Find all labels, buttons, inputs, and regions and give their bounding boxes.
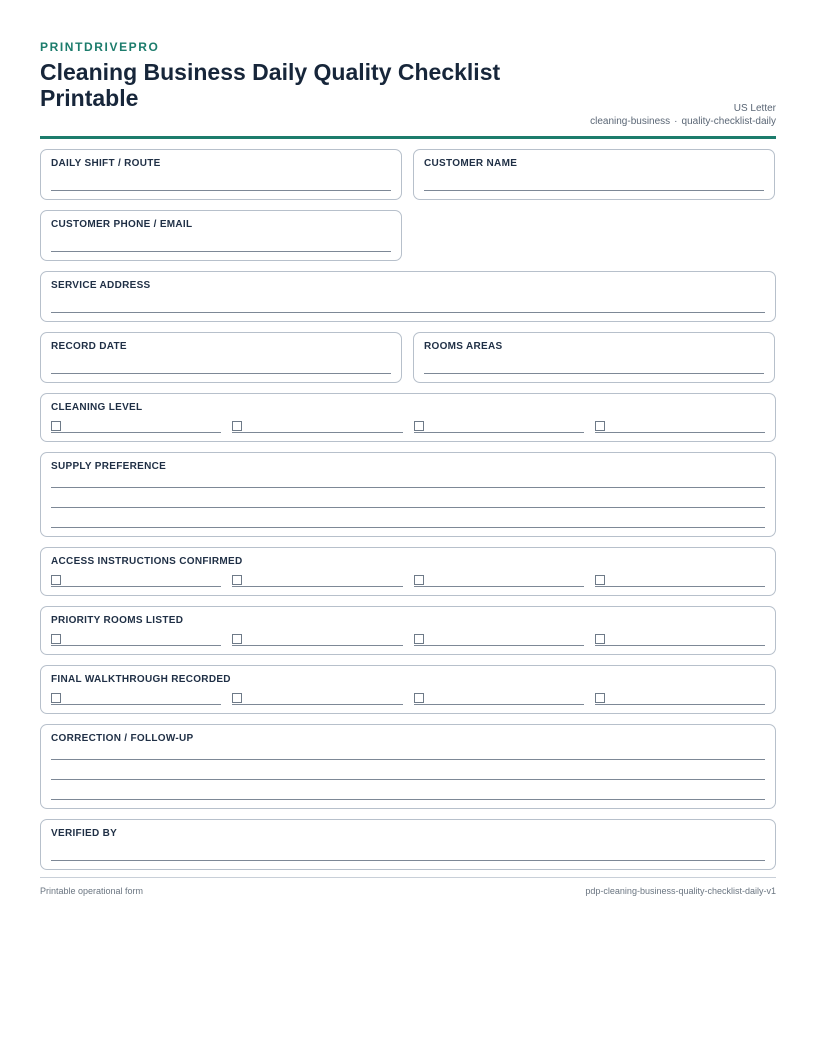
checkbox[interactable] [51, 575, 61, 585]
cleaning-level-options [51, 418, 765, 433]
meta-separator: · [674, 116, 678, 127]
document-meta [590, 102, 776, 128]
customer-contact-label: CUSTOMER PHONE / EMAIL [51, 219, 193, 230]
access-confirmed-label: ACCESS INSTRUCTIONS CONFIRMED [51, 556, 243, 567]
customer-contact-field [40, 210, 402, 261]
correction-input-line[interactable] [51, 779, 765, 780]
footer-left-text: Printable operational form [40, 886, 144, 896]
form-page [40, 40, 776, 870]
correction-input-line[interactable] [51, 759, 765, 760]
customer-name-label: CUSTOMER NAME [424, 158, 518, 169]
checkbox[interactable] [232, 575, 242, 585]
checkbox[interactable] [414, 575, 424, 585]
supply-preference-lines [51, 487, 765, 528]
access-confirmed-option[interactable] [414, 572, 584, 587]
checkbox[interactable] [232, 634, 242, 644]
correction-label: CORRECTION / FOLLOW-UP [51, 733, 194, 744]
final-walkthrough-option[interactable] [414, 690, 584, 705]
rooms-areas-label: ROOMS AREAS [424, 341, 503, 352]
verified-by-input[interactable] [51, 860, 765, 861]
supply-preference-field [40, 452, 776, 537]
customer-name-field [413, 149, 775, 200]
checkbox[interactable] [414, 634, 424, 644]
paper-size: US Letter [733, 103, 776, 114]
checkbox[interactable] [51, 421, 61, 431]
shift-route-field [40, 149, 402, 200]
page-title: Cleaning Business Daily Quality Checklist Printable [40, 59, 501, 111]
checkbox[interactable] [51, 634, 61, 644]
cleaning-level-label: CLEANING LEVEL [51, 402, 143, 413]
checkbox[interactable] [595, 421, 605, 431]
rooms-areas-input[interactable] [424, 373, 764, 374]
record-date-field [40, 332, 402, 383]
access-confirmed-field [40, 547, 776, 596]
final-walkthrough-option[interactable] [232, 690, 402, 705]
priority-rooms-label: PRIORITY ROOMS LISTED [51, 615, 184, 626]
service-address-label: SERVICE ADDRESS [51, 280, 151, 291]
access-confirmed-options [51, 572, 765, 587]
checkbox[interactable] [414, 421, 424, 431]
service-address-field [40, 271, 776, 322]
correction-input-line[interactable] [51, 799, 765, 800]
supply-preference-label: SUPPLY PREFERENCE [51, 461, 167, 472]
shift-route-label: DAILY SHIFT / ROUTE [51, 158, 161, 169]
supply-preference-input-line[interactable] [51, 487, 765, 488]
priority-rooms-option[interactable] [595, 631, 765, 646]
final-walkthrough-option[interactable] [595, 690, 765, 705]
final-walkthrough-options [51, 690, 765, 705]
slug-tag: quality-checklist-daily [681, 116, 776, 127]
rooms-areas-field [413, 332, 775, 383]
cleaning-level-option[interactable] [414, 418, 584, 433]
final-walkthrough-field [40, 665, 776, 714]
cleaning-level-option[interactable] [51, 418, 221, 433]
correction-lines [51, 759, 765, 800]
document-id: pdp-cleaning-business-quality-checklist-daily-v1 [585, 886, 776, 896]
priority-rooms-option[interactable] [232, 631, 402, 646]
checkbox[interactable] [51, 693, 61, 703]
access-confirmed-option[interactable] [595, 572, 765, 587]
checkbox[interactable] [232, 421, 242, 431]
form-header [40, 59, 776, 139]
final-walkthrough-label: FINAL WALKTHROUGH RECORDED [51, 674, 231, 685]
priority-rooms-options [51, 631, 765, 646]
priority-rooms-option[interactable] [51, 631, 221, 646]
service-address-input[interactable] [51, 312, 765, 313]
page-footer [40, 877, 776, 896]
supply-preference-input-line[interactable] [51, 507, 765, 508]
priority-rooms-option[interactable] [414, 631, 584, 646]
document-tags [590, 115, 776, 128]
final-walkthrough-option[interactable] [51, 690, 221, 705]
checkbox[interactable] [595, 693, 605, 703]
customer-name-input[interactable] [424, 190, 764, 191]
priority-rooms-field [40, 606, 776, 655]
cleaning-level-option[interactable] [595, 418, 765, 433]
brand-name: PRINTDRIVEPRO [40, 40, 160, 54]
checkbox[interactable] [595, 634, 605, 644]
checkbox[interactable] [595, 575, 605, 585]
supply-preference-input-line[interactable] [51, 527, 765, 528]
access-confirmed-option[interactable] [232, 572, 402, 587]
checkbox[interactable] [414, 693, 424, 703]
shift-route-input[interactable] [51, 190, 391, 191]
category-tag: cleaning-business [590, 116, 671, 127]
record-date-label: RECORD DATE [51, 341, 127, 352]
access-confirmed-option[interactable] [51, 572, 221, 587]
cleaning-level-field [40, 393, 776, 442]
checkbox[interactable] [232, 693, 242, 703]
cleaning-level-option[interactable] [232, 418, 402, 433]
verified-by-field [40, 819, 776, 870]
customer-contact-input[interactable] [51, 251, 391, 252]
record-date-input[interactable] [51, 373, 391, 374]
correction-field [40, 724, 776, 809]
verified-by-label: VERIFIED BY [51, 828, 118, 839]
